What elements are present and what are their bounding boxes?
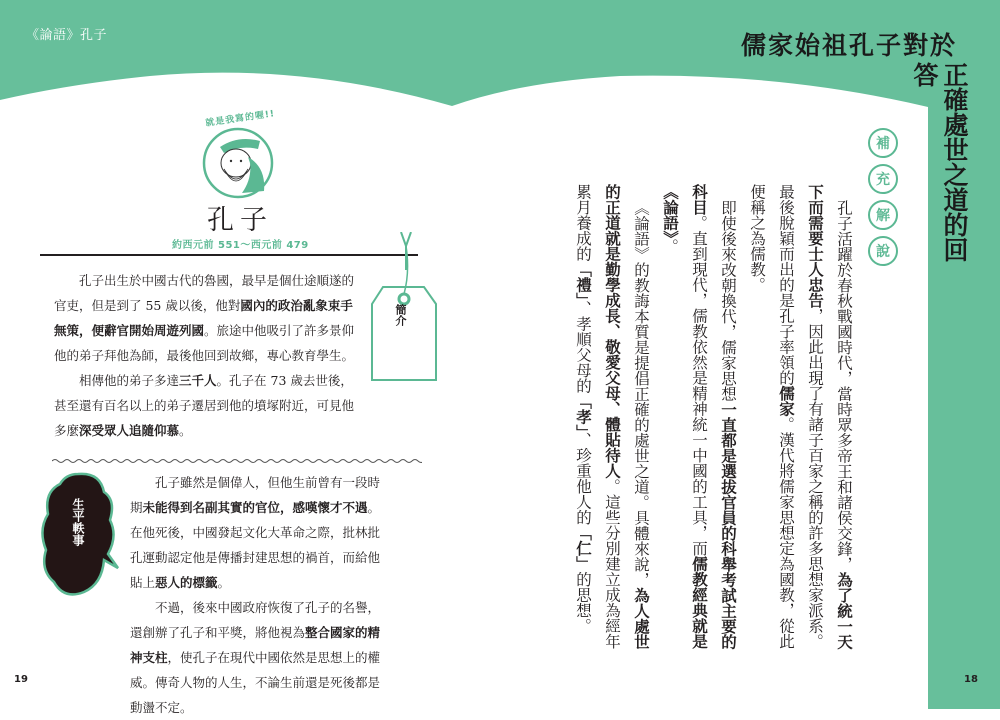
body-text: 即使後來改朝換代，儒家思想 (719, 199, 737, 401)
chapter-title-horizontal: 儒家始祖孔子對於 (741, 31, 958, 60)
intro-paragraph (54, 268, 360, 368)
body-text: 。這些分別建立成為經年累月養成的 (574, 184, 621, 649)
emphasis-text: 為人處世的正道就是勤學成長、敬愛父母、體貼待人 (603, 184, 650, 649)
body-text: 孔子活躍於春秋戰國時代，當時眾多帝王和諸侯交鋒， (835, 199, 853, 572)
emphasis-text: 一直都是選拔官員的科舉考試主要的科目 (690, 184, 737, 649)
life-label: 生平軼事 (71, 498, 85, 546)
body-text: 。孔子在 73 歲去世後，甚至還有百名以上的弟子遷居到他的墳塚附近，可見他多麼 (54, 373, 355, 438)
body-text: ，使孔子在現代中國依然是思想上的權威。傳奇人物的人生，不論生前還是死後都是動盪不定。 (130, 650, 381, 715)
supplement-paragraph (742, 184, 858, 650)
body-text: 。直到現代，儒教依然是精神統一中國的工具，而 (690, 215, 708, 556)
body-text: 不過，後來中國政府恢復了孔子的名譽，還創辦了孔子和平獎，將他視為 (130, 600, 381, 640)
intro-text (54, 268, 360, 443)
chapter-title-vertical: 正確處世之道的回答 (910, 62, 969, 262)
body-text: 。漢代將儒家思想定為國教，從此便稱之為儒教。 (748, 184, 795, 649)
wavy-divider (52, 455, 422, 467)
body-text: 。旅途中他吸引了許多景仰他的弟子拜他為師，最後他回到故鄉，專心教育學生。 (54, 323, 355, 363)
body-text: 、孝順父母的 (574, 300, 592, 394)
body-text: 。在他死後，中國發起文化大革命之際，批林批孔運動認定他是傳播封建思想的禍首，而給他貼上 (130, 500, 381, 590)
body-text: 。 (179, 423, 192, 438)
body-text: 。 (217, 575, 231, 590)
page-number-right: 18 (964, 674, 978, 685)
supplement-paragraph (655, 184, 742, 650)
emphasis-text: 為了統一天下而需要士人忠告 (806, 184, 853, 649)
supplement-badges (868, 128, 902, 272)
life-text (130, 470, 392, 720)
divider-line (40, 254, 418, 256)
body-text: 、珍重他人的 (574, 432, 592, 525)
body-text: 孔子雖然是個偉人，但他生前曾有一段時期 (130, 475, 381, 515)
running-head: 《論語》孔子 (26, 28, 108, 43)
supplement-text (574, 184, 858, 650)
emphasis-text: 深受眾人追隨仰慕 (79, 423, 180, 438)
badge-char: 說 (868, 236, 898, 266)
intro-paragraph (54, 368, 360, 443)
life-paragraph (130, 595, 392, 720)
badge-char: 補 (868, 128, 898, 158)
body-text: 《論語》的教誨本質是提倡正確的處世之道。具體來說， (632, 199, 650, 587)
person-name: 孔子 (207, 205, 273, 236)
tag-label: 簡介 (394, 304, 407, 326)
page-number-left: 19 (14, 674, 28, 685)
supplement-paragraph (568, 184, 655, 650)
emphasis-text: 三千人 (179, 373, 217, 388)
confucius-portrait-icon (198, 127, 278, 199)
badge-char: 充 (868, 164, 898, 194)
portrait-caption: 就是我寫的喔!! (204, 109, 276, 129)
emphasis-text: 儒家 (777, 385, 795, 417)
life-paragraph (130, 470, 392, 595)
body-text: 孔子出生於中國古代的魯國，最早是個仕途順遂的官吏，但是到了 55 歲以後，他對 (54, 273, 355, 313)
body-text: 相傳他的弟子多達 (79, 373, 180, 388)
body-text: ，因此出現了有諸子百家之稱的許多思想家派系。最後脫穎而出的是孔子率領的 (777, 184, 824, 649)
emphasis-text: 「孝」 (574, 393, 592, 432)
emphasis-text: 儒教經典就是《論語》 (661, 184, 708, 649)
badge-char: 解 (868, 200, 898, 230)
emphasis-text: 未能得到名副其實的官位，感嘆懷才不遇 (142, 500, 368, 515)
body-text: 。 (661, 238, 679, 254)
emphasis-text: 國內的政治亂象束手無策，便辭官開始周遊列國 (54, 298, 353, 338)
emphasis-text: 惡人的標籤 (155, 575, 218, 590)
body-text: 的思想。 (574, 571, 592, 634)
life-dates: 約西元前 551～西元前 479 (172, 240, 309, 251)
emphasis-text: 整合國家的精神支柱 (130, 625, 381, 665)
emphasis-text: 「仁」 (574, 525, 592, 572)
emphasis-text: 「禮」 (574, 261, 592, 301)
